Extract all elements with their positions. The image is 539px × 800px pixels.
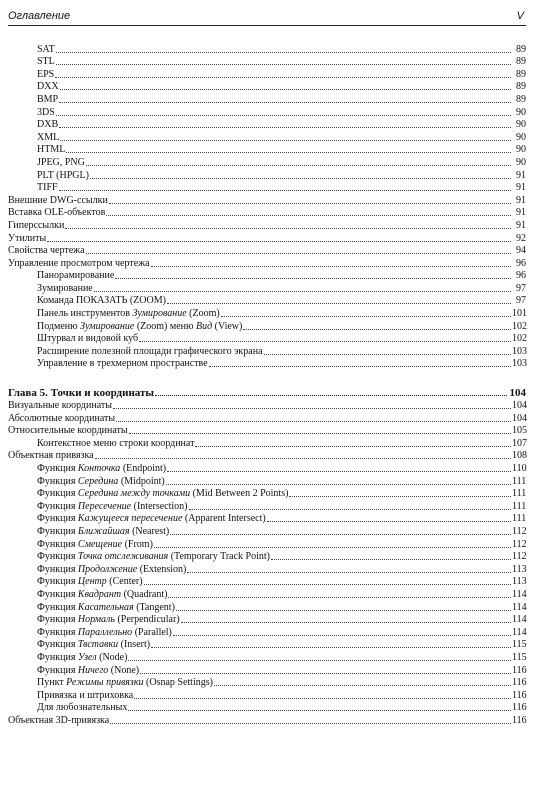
toc-entry-label xyxy=(37,602,175,614)
toc-entry[interactable] xyxy=(8,156,526,169)
toc-entry-label: Абсолютные координаты xyxy=(8,412,116,424)
toc-entry-label: Объектная 3D-привязка xyxy=(8,714,110,726)
toc-page-number: 102 xyxy=(512,320,527,332)
toc-page-number: 89 xyxy=(516,93,526,105)
text-part: (Apparent Intersect) xyxy=(182,513,266,525)
toc-entry[interactable] xyxy=(8,144,526,157)
toc-entry[interactable] xyxy=(8,525,526,538)
toc-entry[interactable] xyxy=(8,399,526,412)
leader-dots xyxy=(166,483,511,485)
toc-entry[interactable] xyxy=(8,639,526,652)
text-part: Функция xyxy=(37,538,78,550)
text-part: (Osnap Settings) xyxy=(143,677,213,689)
italic-term: Зумирование xyxy=(132,308,187,320)
toc-entry[interactable] xyxy=(8,207,526,220)
toc-entry-label: HTML xyxy=(37,144,66,156)
leader-dots xyxy=(139,340,511,342)
toc-entry-label: EPS xyxy=(37,68,55,80)
toc-entry-label: Утилиты xyxy=(8,232,47,244)
toc-page-number: 115 xyxy=(512,639,527,651)
leader-dots xyxy=(128,709,511,711)
toc-entry-label: Расширение полезной площади графического экрана xyxy=(37,345,263,357)
text-part: Подменю xyxy=(37,320,81,332)
leader-dots xyxy=(173,634,511,636)
text-part: (Tangent) xyxy=(133,601,175,613)
text-part: (Nearest) xyxy=(129,525,170,537)
toc-entry[interactable] xyxy=(8,588,526,601)
toc-entry[interactable] xyxy=(8,437,526,450)
text-part: Функция xyxy=(37,601,78,613)
leader-dots xyxy=(189,508,512,510)
header-page-number: V xyxy=(516,10,524,22)
text-part: Функция xyxy=(37,626,78,638)
toc-entry[interactable] xyxy=(8,307,526,320)
leader-dots xyxy=(59,189,511,191)
leader-dots xyxy=(129,432,511,434)
leader-dots xyxy=(151,646,511,648)
toc-page-number: 112 xyxy=(512,538,527,550)
toc-page-number: 105 xyxy=(512,425,527,437)
toc-page-number: 116 xyxy=(512,664,527,676)
toc-entry-label: Штурвал и видовой куб xyxy=(37,333,139,345)
toc-page-number: 96 xyxy=(516,270,526,282)
toc-entry[interactable] xyxy=(8,119,526,132)
toc-page-number: 116 xyxy=(512,714,527,726)
toc-entry-label: DXB xyxy=(37,119,59,131)
toc-page-number: 91 xyxy=(516,194,526,206)
section-gap xyxy=(8,370,526,385)
italic-term: Квадрант xyxy=(77,588,122,600)
italic-term: Нормаль xyxy=(77,614,115,626)
leader-dots xyxy=(170,533,511,535)
toc-page-number: 114 xyxy=(512,614,527,626)
text-part: Функция xyxy=(37,525,78,537)
leader-dots xyxy=(154,546,511,548)
text-part: Функция xyxy=(37,588,78,600)
text-part: (Extension) xyxy=(137,563,187,575)
toc-entry[interactable] xyxy=(8,664,526,677)
leader-dots xyxy=(86,252,511,254)
leader-dots xyxy=(55,76,511,78)
text-part: (Perpendicular) xyxy=(114,614,180,626)
toc-page-number: 114 xyxy=(512,601,527,613)
table-of-contents xyxy=(8,43,526,727)
leader-dots xyxy=(60,88,511,90)
toc-entry[interactable] xyxy=(8,714,526,727)
toc-entry[interactable] xyxy=(8,488,526,501)
toc-page-number: 97 xyxy=(516,295,526,307)
toc-page-number: 91 xyxy=(516,182,526,194)
toc-entry-label xyxy=(37,614,180,626)
leader-dots xyxy=(59,126,511,128)
leader-dots xyxy=(95,457,511,459)
leader-dots xyxy=(56,114,511,116)
text-part: (Endpoint) xyxy=(120,463,167,474)
toc-entry[interactable] xyxy=(8,219,526,232)
toc-section-b xyxy=(8,399,526,726)
leader-dots xyxy=(94,290,511,292)
toc-section-a xyxy=(8,43,526,370)
toc-entry[interactable] xyxy=(8,601,526,614)
toc-entry[interactable] xyxy=(8,169,526,182)
toc-entry[interactable] xyxy=(8,563,526,576)
toc-entry-label: JPEG, PNG xyxy=(37,156,85,168)
toc-entry-label xyxy=(37,501,188,513)
toc-entry[interactable] xyxy=(8,626,526,639)
text-part: Функция xyxy=(37,614,78,626)
toc-page-number: 116 xyxy=(512,677,527,689)
toc-entry[interactable] xyxy=(8,270,526,283)
toc-page-number: 114 xyxy=(512,626,527,638)
toc-entry-label xyxy=(37,488,288,500)
toc-page-number: 116 xyxy=(512,702,527,714)
text-part: Функция xyxy=(37,576,78,588)
leader-dots xyxy=(110,722,511,724)
text-part: Функция xyxy=(37,651,78,663)
toc-entry-label: Контекстное меню строки координат xyxy=(37,437,195,449)
toc-entry-label: Вставка OLE-объектов xyxy=(8,207,106,219)
toc-entry-label: DXX xyxy=(37,81,59,93)
leader-dots xyxy=(214,684,511,686)
toc-entry[interactable] xyxy=(8,106,526,119)
toc-page-number: 114 xyxy=(512,588,527,600)
toc-entry[interactable] xyxy=(8,475,526,488)
italic-term: Смещение xyxy=(77,538,123,550)
text-part: Функция xyxy=(37,475,78,487)
toc-page-number: 112 xyxy=(512,551,527,563)
toc-page-number: 116 xyxy=(512,689,527,701)
italic-term: Узел xyxy=(77,651,97,663)
leader-dots xyxy=(90,177,511,179)
leader-dots xyxy=(106,214,511,216)
text-part: (None) xyxy=(108,664,140,676)
leader-dots xyxy=(59,101,511,103)
text-part: Функция xyxy=(37,500,78,512)
italic-term: Параллельно xyxy=(77,626,133,638)
toc-entry[interactable] xyxy=(8,425,526,438)
leader-dots xyxy=(116,420,511,422)
toc-page-number: 104 xyxy=(512,400,527,412)
toc-entry-label xyxy=(37,513,266,525)
leader-dots xyxy=(187,571,511,573)
text-part: (Quadrant) xyxy=(121,588,168,600)
toc-entry-label xyxy=(37,564,186,576)
italic-term: Ничего xyxy=(77,664,109,676)
toc-entry-label xyxy=(37,476,165,488)
toc-entry-label xyxy=(37,526,169,538)
toc-entry-label: Команда ПОКАЗАТЬ (ZOOM) xyxy=(37,295,166,307)
chapter-page-number: 104 xyxy=(509,387,526,400)
text-part: Функция xyxy=(37,563,78,575)
leader-dots xyxy=(134,697,511,699)
toc-entry-label: Привязка и штриховка xyxy=(37,689,134,701)
italic-term: Середина между точками xyxy=(77,488,191,500)
toc-page-number: 91 xyxy=(516,169,526,181)
text-part: (From) xyxy=(122,538,153,550)
toc-entry[interactable] xyxy=(8,232,526,245)
chapter-heading[interactable] xyxy=(8,385,526,399)
toc-entry[interactable] xyxy=(8,677,526,690)
toc-entry-label xyxy=(37,677,213,689)
toc-entry-label: Внешние DWG-ссылки xyxy=(8,194,108,206)
toc-page-number: 89 xyxy=(516,68,526,80)
toc-page-number: 89 xyxy=(516,81,526,93)
toc-entry-label xyxy=(37,463,166,475)
toc-page-number: 111 xyxy=(512,488,527,500)
toc-page-number: 91 xyxy=(516,207,526,219)
leader-dots xyxy=(47,240,511,242)
toc-entry-label xyxy=(37,576,143,588)
italic-term: Кажущееся пересечение xyxy=(77,513,183,525)
toc-entry[interactable] xyxy=(8,551,526,564)
toc-entry[interactable] xyxy=(8,689,526,702)
toc-entry[interactable] xyxy=(8,182,526,195)
italic-term: Касательная xyxy=(77,601,134,613)
leader-dots xyxy=(60,139,511,141)
italic-term: Центр xyxy=(77,576,107,588)
toc-page-number: 102 xyxy=(512,333,527,345)
italic-term: Пересечение xyxy=(77,500,132,512)
text-part: (Zoom) xyxy=(186,308,220,320)
text-part: (Midpoint) xyxy=(118,475,165,487)
chapter-title: Глава 5. Точки и координаты xyxy=(8,387,155,400)
italic-term: Середина xyxy=(77,475,119,487)
leader-dots xyxy=(195,445,511,447)
toc-page-number: 108 xyxy=(512,450,527,462)
toc-page-number: 94 xyxy=(516,245,526,257)
leader-dots xyxy=(168,596,511,598)
italic-term: Точка отслеживания xyxy=(77,551,169,563)
toc-page-number: 97 xyxy=(516,282,526,294)
text-part: (Temporary Track Point) xyxy=(168,551,271,563)
toc-entry[interactable] xyxy=(8,43,526,56)
toc-entry[interactable] xyxy=(8,538,526,551)
leader-dots xyxy=(176,609,511,611)
text-part: (Zoom) меню xyxy=(134,320,196,332)
toc-page-number: 92 xyxy=(516,232,526,244)
toc-entry-label: Управление в трехмерном пространстве xyxy=(37,358,208,370)
toc-entry[interactable] xyxy=(8,56,526,69)
toc-entry[interactable] xyxy=(8,333,526,346)
text-part: Функция xyxy=(37,551,78,563)
toc-page-number: 101 xyxy=(512,308,527,320)
toc-entry[interactable] xyxy=(8,513,526,526)
text-part: (Insert) xyxy=(118,639,151,651)
leader-dots xyxy=(128,659,511,661)
toc-entry[interactable] xyxy=(8,500,526,513)
toc-entry[interactable] xyxy=(8,257,526,270)
toc-entry-label xyxy=(37,551,270,563)
toc-page-number: 89 xyxy=(516,43,526,55)
leader-dots xyxy=(167,470,511,472)
leader-dots xyxy=(56,63,511,65)
toc-page-number: 90 xyxy=(516,144,526,156)
leader-dots xyxy=(65,227,511,229)
italic-term: Конточка xyxy=(77,463,121,474)
toc-entry-label xyxy=(37,665,139,677)
toc-entry[interactable] xyxy=(8,462,526,475)
leader-dots xyxy=(113,407,511,409)
toc-entry-label: PLT (HPGL) xyxy=(37,169,89,181)
italic-term: Ближайшая xyxy=(77,525,130,537)
toc-entry[interactable] xyxy=(8,614,526,627)
toc-entry-label: SAT xyxy=(37,43,55,55)
italic-term: Продолжение xyxy=(77,563,138,575)
text-part: (Parallel) xyxy=(132,626,172,638)
toc-entry-label: STL xyxy=(37,56,55,68)
toc-entry[interactable] xyxy=(8,651,526,664)
leader-dots xyxy=(66,151,511,153)
toc-entry[interactable] xyxy=(8,245,526,258)
toc-entry[interactable] xyxy=(8,93,526,106)
text-part: Функция xyxy=(37,463,78,474)
leader-dots xyxy=(167,302,511,304)
toc-page-number: 90 xyxy=(516,106,526,118)
toc-page-number: 103 xyxy=(512,358,527,370)
text-part: Функция xyxy=(37,639,78,651)
text-part: (Center) xyxy=(106,576,143,588)
text-part: Панель инструментов xyxy=(37,308,133,320)
toc-entry-label xyxy=(37,639,150,651)
toc-page-number: 91 xyxy=(516,219,526,231)
italic-term: Зумирование xyxy=(80,320,135,332)
toc-page-number: 90 xyxy=(516,156,526,168)
text-part: Пункт xyxy=(37,677,67,689)
toc-page-number: 107 xyxy=(512,437,527,449)
toc-entry[interactable] xyxy=(8,295,526,308)
toc-entry-label: Визуальные координаты xyxy=(8,400,112,412)
leader-dots xyxy=(140,672,511,674)
toc-entry-label: XML xyxy=(37,131,60,143)
toc-entry[interactable] xyxy=(8,358,526,371)
toc-entry[interactable] xyxy=(8,282,526,295)
leader-dots xyxy=(115,277,511,279)
toc-entry[interactable] xyxy=(8,131,526,144)
toc-entry[interactable] xyxy=(8,194,526,207)
toc-entry-label: Относительные координаты xyxy=(8,425,128,437)
italic-term: Режимы привязки xyxy=(66,677,144,689)
leader-dots xyxy=(271,558,511,560)
toc-entry-label xyxy=(37,539,153,551)
leader-dots xyxy=(181,621,511,623)
leader-dots xyxy=(209,365,511,367)
toc-entry[interactable] xyxy=(8,320,526,333)
toc-entry[interactable] xyxy=(8,576,526,589)
italic-term: Твставки xyxy=(77,639,119,651)
leader-dots xyxy=(243,328,511,330)
toc-entry-label: Свойства чертежа xyxy=(8,245,85,257)
text-part: Функция xyxy=(37,513,78,525)
text-part: (Mid Between 2 Points) xyxy=(190,488,289,500)
toc-entry-label: Гиперссылки xyxy=(8,219,65,231)
text-part: (View) xyxy=(212,320,243,332)
toc-page-number: 96 xyxy=(516,257,526,269)
toc-entry-label: TIFF xyxy=(37,182,58,194)
toc-entry[interactable] xyxy=(8,68,526,81)
toc-entry[interactable] xyxy=(8,81,526,94)
toc-page-number: 90 xyxy=(516,119,526,131)
toc-page-number: 110 xyxy=(512,463,527,474)
text-part: (Intersection) xyxy=(131,500,188,512)
italic-term: Вид xyxy=(195,320,213,332)
text-part: Функция xyxy=(37,488,78,500)
leader-dots xyxy=(155,394,507,396)
text-part: (Node) xyxy=(96,651,128,663)
toc-entry[interactable] xyxy=(8,412,526,425)
page-header xyxy=(8,9,526,26)
toc-page-number: 111 xyxy=(512,500,527,512)
leader-dots xyxy=(56,51,511,53)
toc-page-number: 111 xyxy=(512,475,527,487)
toc-entry[interactable] xyxy=(8,702,526,715)
leader-dots xyxy=(86,164,511,166)
leader-dots xyxy=(221,315,511,317)
leader-dots xyxy=(264,353,511,355)
toc-entry[interactable] xyxy=(8,345,526,358)
toc-page-number: 113 xyxy=(512,576,527,588)
toc-entry-label xyxy=(37,589,167,601)
leader-dots xyxy=(289,495,511,497)
toc-entry-label: 3DS xyxy=(37,106,55,118)
toc-entry-label xyxy=(37,627,172,639)
leader-dots xyxy=(267,520,511,522)
toc-page-number: 89 xyxy=(516,56,526,68)
toc-page-number: 113 xyxy=(512,563,527,575)
leader-dots xyxy=(151,265,511,267)
toc-entry-label: BMP xyxy=(37,93,59,105)
toc-entry-label xyxy=(37,321,242,333)
toc-entry-label: Панорамирование xyxy=(37,270,115,282)
toc-entry[interactable] xyxy=(8,450,526,463)
toc-page-number: 104 xyxy=(512,412,527,424)
toc-page-number: 90 xyxy=(516,131,526,143)
toc-page-number: 103 xyxy=(512,345,527,357)
toc-entry-label: Зумирование xyxy=(37,282,93,294)
text-part: Функция xyxy=(37,664,78,676)
toc-page-number: 115 xyxy=(512,651,527,663)
toc-entry-label: Управление просмотром чертежа xyxy=(8,257,150,269)
toc-entry-label xyxy=(37,308,220,320)
toc-entry-label: Объектная привязка xyxy=(8,450,94,462)
toc-page-number: 112 xyxy=(512,525,527,537)
toc-entry-label xyxy=(37,652,127,664)
header-title: Оглавление xyxy=(8,10,71,22)
toc-entry-label: Для любознательных xyxy=(37,702,128,714)
leader-dots xyxy=(144,583,511,585)
toc-page-number: 111 xyxy=(512,513,527,525)
leader-dots xyxy=(109,202,511,204)
